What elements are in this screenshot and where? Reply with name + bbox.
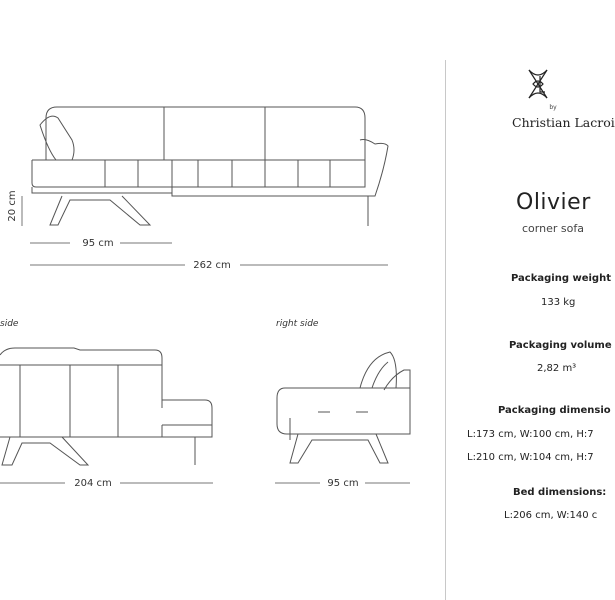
brand-name: Christian Lacroi bbox=[512, 115, 615, 130]
brand-by: by bbox=[549, 104, 557, 111]
packaging-volume-label: Packaging volume bbox=[509, 340, 612, 351]
brand-logo-icon bbox=[523, 66, 553, 102]
left-width-label: 204 cm bbox=[74, 478, 112, 489]
sofa-front-view bbox=[32, 107, 388, 226]
product-info-panel bbox=[446, 0, 615, 600]
packaging-dimensions-2: L:210 cm, W:104 cm, H:7 bbox=[467, 452, 594, 463]
packaging-volume-value: 2,82 m³ bbox=[537, 363, 577, 374]
product-type: corner sofa bbox=[522, 222, 584, 235]
product-title: Olivier bbox=[516, 190, 591, 215]
front-height-label: 20 cm bbox=[7, 190, 18, 222]
front-total-width-label: 262 cm bbox=[193, 260, 231, 271]
packaging-dimensions-1: L:173 cm, W:100 cm, H:7 bbox=[467, 429, 594, 440]
sofa-left-side-view bbox=[0, 348, 212, 465]
right-side-label: right side bbox=[276, 319, 319, 329]
right-width-label: 95 cm bbox=[327, 478, 359, 489]
packaging-weight-value: 133 kg bbox=[541, 297, 576, 308]
packaging-dimensions-label: Packaging dimensio bbox=[498, 405, 611, 416]
front-seat-width-label: 95 cm bbox=[82, 238, 114, 249]
bed-dimensions-value: L:206 cm, W:140 c bbox=[504, 510, 598, 521]
sofa-right-side-view bbox=[277, 352, 410, 463]
packaging-weight-label: Packaging weight bbox=[511, 273, 611, 284]
left-side-label: side bbox=[0, 319, 19, 329]
bed-dimensions-label: Bed dimensions: bbox=[513, 487, 607, 498]
